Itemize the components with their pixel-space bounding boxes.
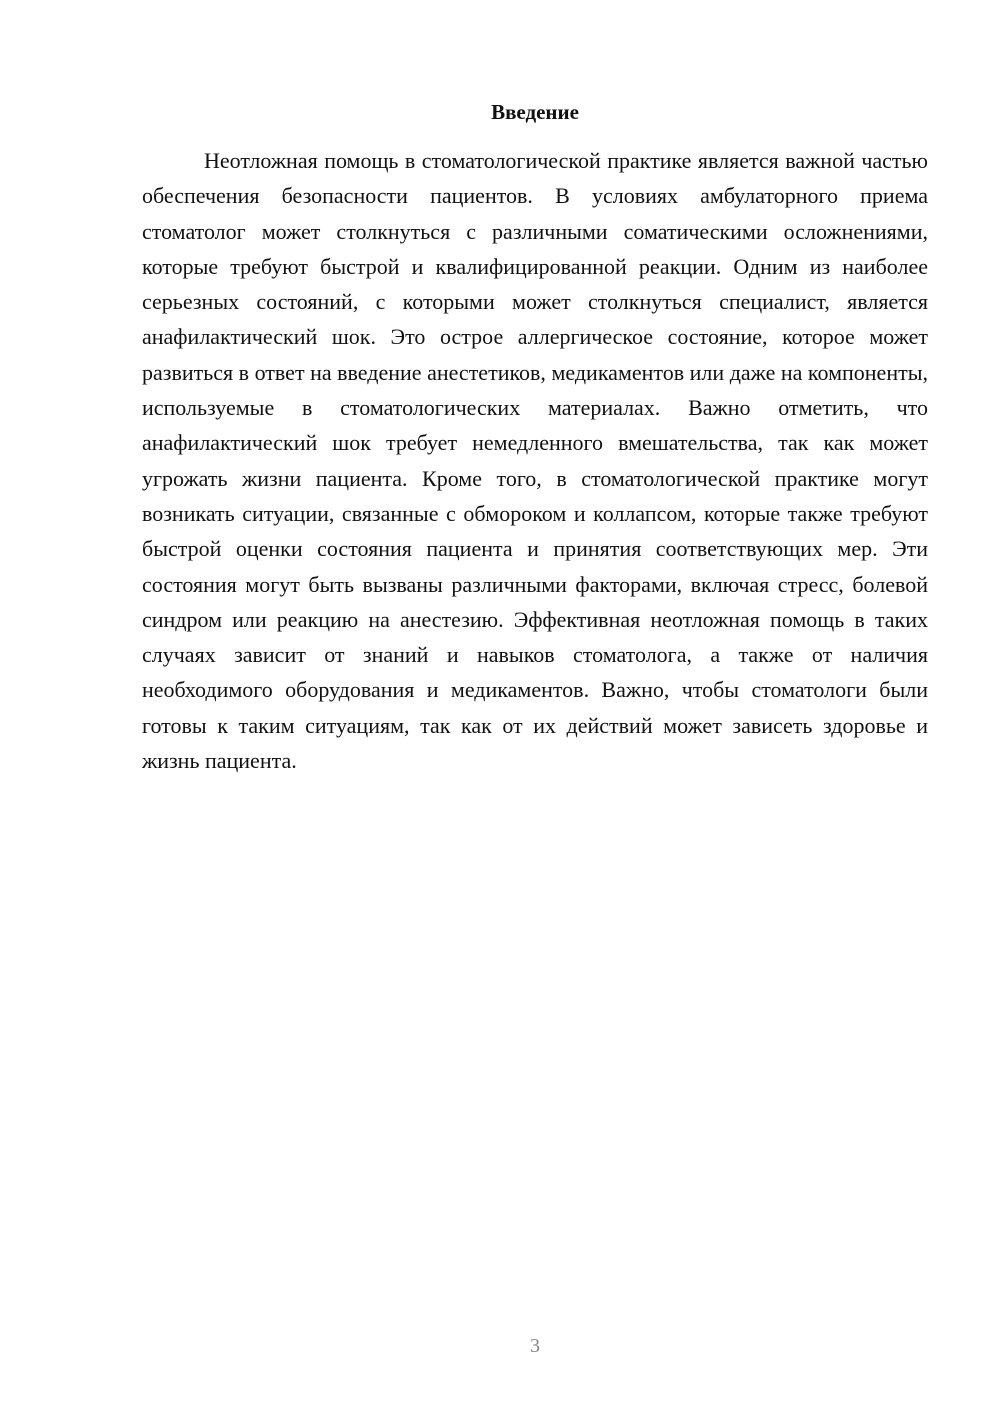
page-number: 3: [530, 1335, 540, 1357]
body-paragraph: Неотложная помощь в стоматологической практике является важной частью обеспечения безопасности пациентов. В условиях амбулаторного приема стоматолог может столкнуться с различными соматическими осложнениями, которые требуют быстрой и квалифицированной реакции. Одним из наиболее серьезных состояний, с которыми может столкнуться специалист, является анафилактический шок. Это острое аллергическое состояние, которое может развиться в ответ на введение анестетиков, медикаментов или даже на компоненты, используемые в стоматологических материалах. Важно отметить, что анафилактический шок требует немедленного вмешательства, так как может угрожать жизни пациента. Кроме того, в стоматологической практике могут возникать ситуации, связанные с обмороком и коллапсом, которые также требуют быстрой оценки состояния пациента и принятия соответствующих мер. Эти состояния могут быть вызваны различными факторами, включая стресс, болевой синдром или реакцию на анестезию. Эффективная неотложная помощь в таких случаях зависит от знаний и навыков стоматолога, а также от наличия необходимого оборудования и медикаментов. Важно, чтобы стоматологи были готовы к таким ситуациям, так как от их действий может зависеть здоровье и жизнь пациента.: [142, 148, 928, 774]
section-title: Введение: [491, 100, 579, 124]
